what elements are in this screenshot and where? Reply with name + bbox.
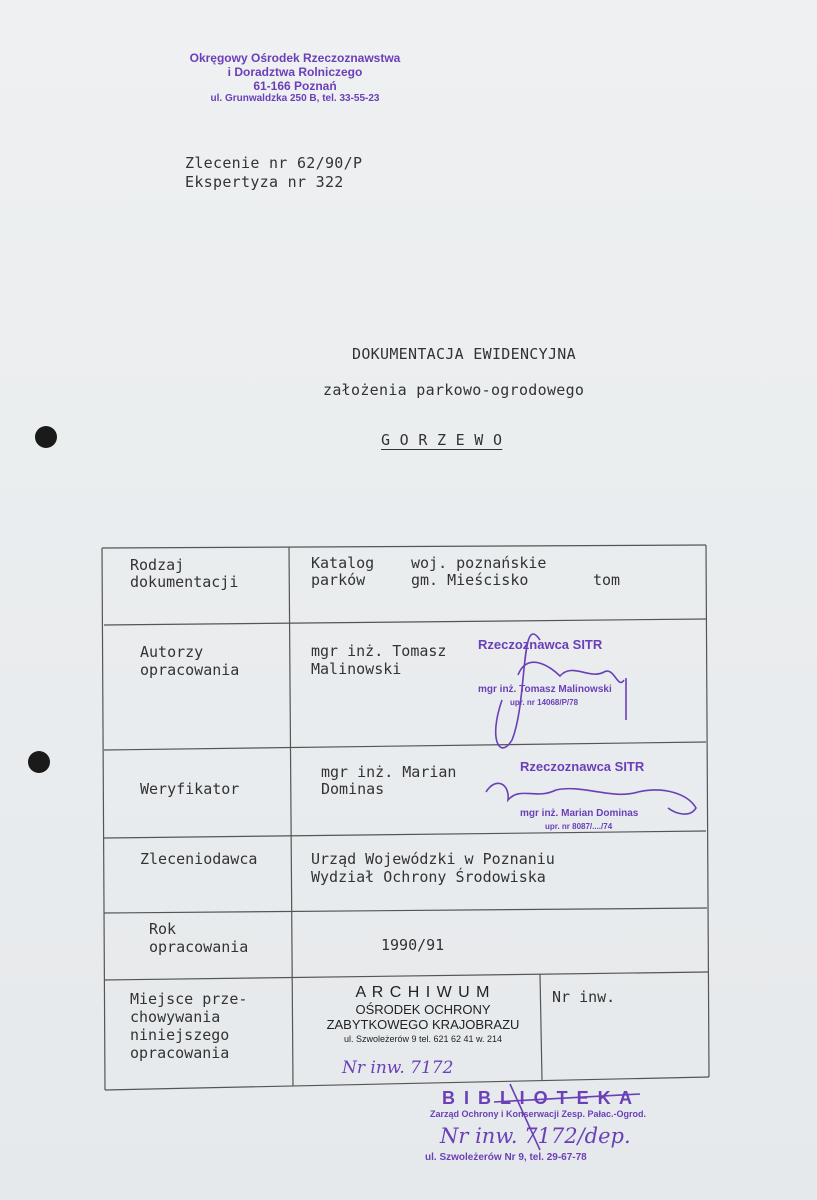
value-client-b: Wydział Ochrony Środowiska bbox=[311, 868, 546, 886]
label-year-b: opracowania bbox=[149, 938, 249, 956]
place-name: G O R Z E W O bbox=[381, 431, 503, 449]
archive-stamp-line3: ZABYTKOWEGO KRAJOBRAZU bbox=[326, 1017, 520, 1032]
sitr-stamp-author bbox=[478, 638, 602, 653]
value-catalog-b: parków bbox=[311, 571, 366, 589]
office-stamp-line4: ul. Grunwaldzka 250 B, tel. 33-55-23 bbox=[210, 93, 380, 105]
value-author-b: Malinowski bbox=[311, 660, 402, 678]
value-author-a: mgr inż. Tomasz bbox=[311, 642, 447, 660]
value-year: 1990/91 bbox=[381, 936, 445, 954]
label-storage-a: Miejsce prze- bbox=[130, 990, 248, 1008]
document-title: DOKUMENTACJA EWIDENCYJNA bbox=[352, 345, 576, 363]
label-document-type-a: Rodzaj bbox=[130, 556, 185, 574]
sitr-stamp-author-title: Rzeczoznawca SITR bbox=[478, 637, 603, 652]
archive-stamp-line1: A R C H I W U M bbox=[355, 984, 491, 1001]
archive-stamp bbox=[300, 984, 546, 1044]
label-storage-c: niniejszego bbox=[130, 1026, 230, 1044]
office-stamp-line2: i Doradztwa Rolniczego bbox=[227, 64, 363, 79]
expertise-number: Ekspertyza nr 322 bbox=[185, 173, 344, 191]
archive-stamp-line4: ul. Szwoleżerów 9 tel. 621 62 41 w. 214 bbox=[343, 1034, 503, 1044]
value-verifier-a: mgr inż. Marian bbox=[321, 763, 457, 781]
library-stamp-line3: ul. Szwoleżerów Nr 9, tel. 29-67-78 bbox=[425, 1152, 587, 1163]
label-client: Zleceniodawca bbox=[140, 850, 258, 868]
archive-stamp-line2: OŚRODEK OCHRONY bbox=[355, 1002, 491, 1017]
value-catalog-a: Katalog bbox=[311, 554, 375, 572]
sitr-stamp-verifier-title: Rzeczoznawca SITR bbox=[520, 759, 645, 774]
sitr-stamp-author-name: mgr inż. Tomasz Malinowski bbox=[478, 684, 612, 695]
library-handwritten-number: Nr inw. 7172/dep. bbox=[440, 1124, 631, 1148]
order-number: Zlecenie nr 62/90/P bbox=[185, 154, 363, 172]
label-storage-b: chowywania bbox=[130, 1008, 221, 1026]
label-verifier: Weryfikator bbox=[140, 780, 240, 798]
label-year-a: Rok bbox=[149, 920, 177, 938]
document-subtitle: założenia parkowo-ogrodowego bbox=[323, 381, 585, 399]
value-client-a: Urząd Wojewódzki w Poznaniu bbox=[311, 850, 555, 868]
label-storage-d: opracowania bbox=[130, 1044, 230, 1062]
label-authors-b: opracowania bbox=[140, 661, 240, 679]
label-inventory-number: Nr inw. bbox=[552, 988, 616, 1006]
library-stamp-line1: B I B L I O T E K A bbox=[441, 1088, 634, 1108]
value-region-a: woj. poznańskie bbox=[411, 554, 547, 572]
office-stamp-line1: Okręgowy Ośrodek Rzeczoznawstwa bbox=[189, 51, 401, 65]
value-region-b: gm. Mieścisko bbox=[411, 571, 529, 589]
library-stamp bbox=[418, 1088, 658, 1119]
value-volume: tom bbox=[593, 571, 621, 589]
sitr-stamp-verifier-name: mgr inż. Marian Dominas bbox=[520, 808, 639, 819]
label-document-type-b: dokumentacji bbox=[130, 573, 239, 591]
sitr-stamp-verifier-reg: upr. nr 8087/..../74 bbox=[545, 822, 613, 831]
archive-handwritten-number: Nr inw. 7172 bbox=[342, 1058, 454, 1078]
library-stamp-line2: Zarząd Ochrony i Konserwacji Zesp. Pałac.-Ogrod. bbox=[429, 1108, 647, 1119]
value-verifier-b: Dominas bbox=[321, 780, 385, 798]
label-authors-a: Autorzy bbox=[140, 643, 204, 661]
sitr-stamp-author-reg: upr. nr 14068/P/78 bbox=[510, 698, 579, 707]
office-stamp-line3: 61-166 Poznań bbox=[253, 78, 337, 93]
